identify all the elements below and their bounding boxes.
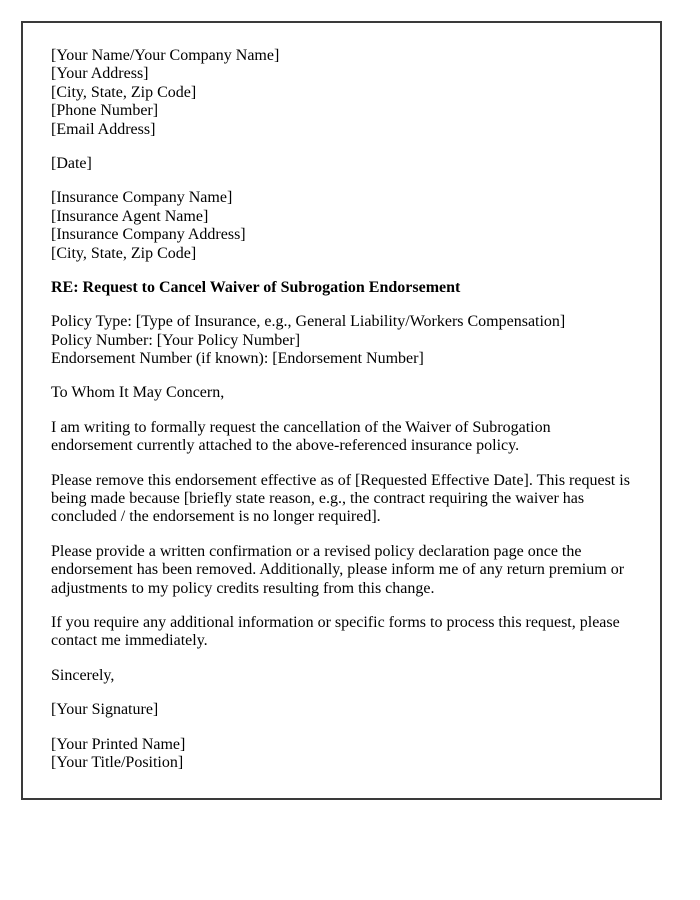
endorsement-number-line: Endorsement Number (if known): [Endorsement Number] bbox=[51, 350, 424, 368]
closing-line: Sincerely, bbox=[51, 666, 115, 684]
policy-details-block bbox=[51, 313, 633, 368]
sender-name-line: [Your Name/Your Company Name] bbox=[51, 47, 280, 64]
policy-number-line: Policy Number: [Your Policy Number] bbox=[51, 331, 301, 349]
recipient-address-block bbox=[51, 189, 633, 263]
recipient-agent-line: [Insurance Agent Name] bbox=[51, 207, 209, 225]
sender-email-line: [Email Address] bbox=[51, 120, 156, 138]
salutation-line: To Whom It May Concern, bbox=[51, 384, 225, 402]
body-paragraph-request: I am writing to formally request the cancellation of the Waiver of Subrogation endorsement currently attached to the above-referenced insurance policy. bbox=[51, 418, 551, 455]
letter-document bbox=[21, 21, 662, 800]
subject-line: RE: Request to Cancel Waiver of Subrogation Endorsement bbox=[51, 278, 461, 296]
recipient-address-line: [Insurance Company Address] bbox=[51, 226, 246, 244]
body-paragraph-contact: If you require any additional information or specific forms to process this request, please contact me immediately. bbox=[51, 613, 620, 650]
title-position-line: [Your Title/Position] bbox=[51, 753, 184, 771]
signoff-block bbox=[51, 736, 633, 773]
recipient-company-line: [Insurance Company Name] bbox=[51, 189, 233, 207]
date-line: [Date] bbox=[51, 154, 92, 172]
recipient-city-line: [City, State, Zip Code] bbox=[51, 244, 197, 262]
body-paragraph-effective-date: Please remove this endorsement effective as of [Requested Effective Date]. This request is being made because [briefly state reason, e.g., the contract requiring the waiver has concluded / the endorsement is no longer required]. bbox=[51, 471, 630, 526]
printed-name-line: [Your Printed Name] bbox=[51, 735, 186, 753]
date-block bbox=[51, 155, 633, 173]
policy-type-line: Policy Type: [Type of Insurance, e.g., General Liability/Workers Compensation] bbox=[51, 313, 566, 331]
sender-phone-line: [Phone Number] bbox=[51, 102, 159, 120]
sender-city-line: [City, State, Zip Code] bbox=[51, 83, 197, 101]
signature-placeholder: [Your Signature] bbox=[51, 701, 159, 719]
sender-address-block bbox=[51, 47, 633, 139]
sender-address-line: [Your Address] bbox=[51, 65, 149, 83]
body-paragraph-confirmation: Please provide a written confirmation or a revised policy declaration page once the endorsement has been removed. Additionally, please inform me of any return premium or adjustments to my policy credits resulting from this change. bbox=[51, 542, 625, 597]
